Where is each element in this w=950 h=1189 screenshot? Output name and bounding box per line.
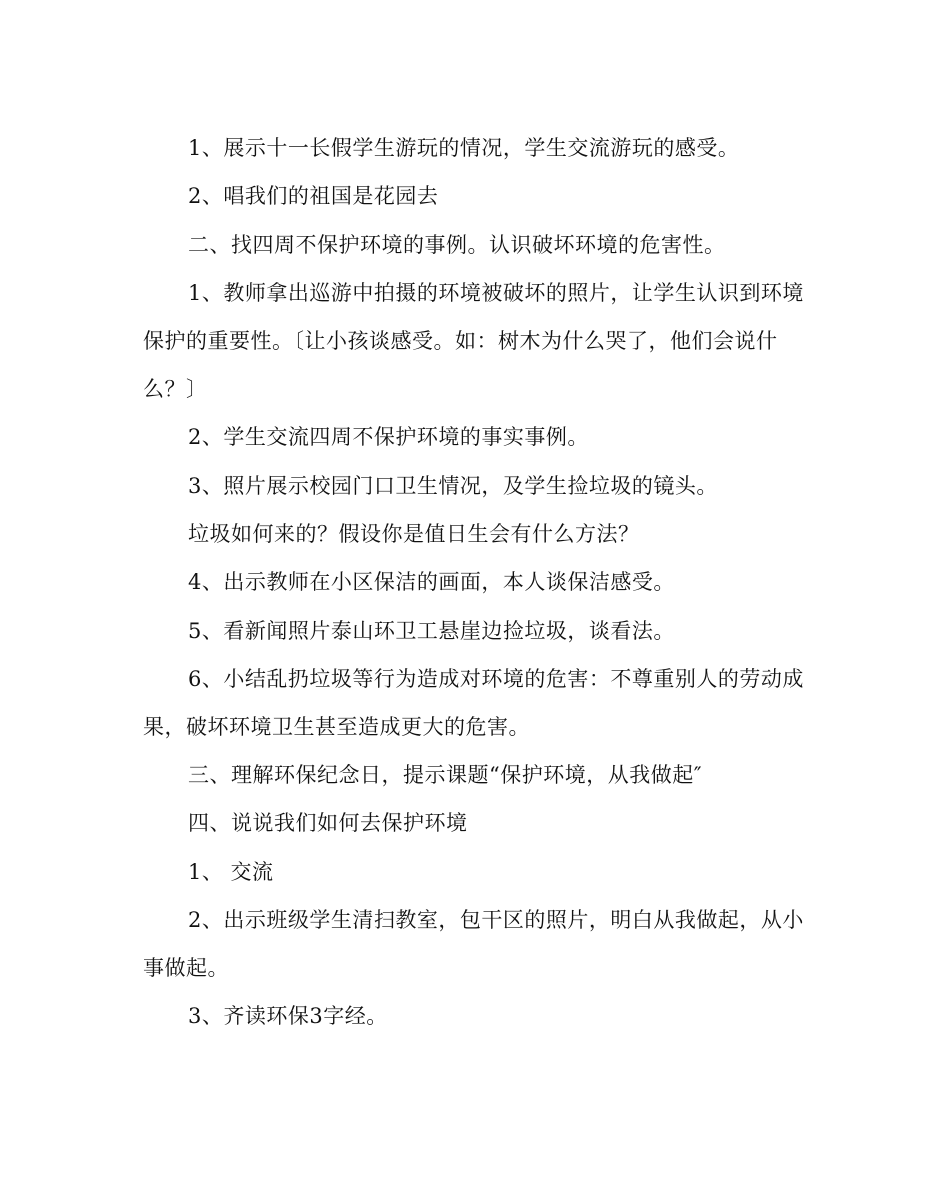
- paragraph-line: 垃圾如何来的？假设你是值日生会有什么方法？: [188, 522, 640, 546]
- section-heading: 四、说说我们如何去保护环境: [188, 811, 468, 835]
- paragraph-line: 3、齐读环保3字经。: [188, 1004, 388, 1028]
- paragraph-line: 1、教师拿出巡游中拍摄的环境被破坏的照片，让学生认识到环境: [188, 281, 804, 305]
- paragraph-line: 2、学生交流四周不保护环境的事实事例。: [188, 425, 589, 449]
- paragraph-line: 保护的重要性。〔让小孩谈感受。如：树木为什么哭了，他们会说什: [143, 329, 778, 353]
- paragraph-line: 6、小结乱扔垃圾等行为造成对环境的危害：不尊重别人的劳动成: [188, 667, 804, 691]
- paragraph-line: 果，破坏环境卫生甚至造成更大的危害。: [143, 715, 530, 739]
- paragraph-line: 2、唱我们的祖国是花园去: [188, 184, 439, 208]
- paragraph-line: 2、出示班级学生清扫教室，包干区的照片，明白从我做起，从小: [188, 908, 804, 932]
- paragraph-line: 3、照片展示校园门口卫生情况，及学生捡垃圾的镜头。: [188, 474, 718, 498]
- paragraph-line: 1、 交流: [188, 860, 274, 884]
- paragraph-line: 4、出示教师在小区保洁的画面，本人谈保洁感受。: [188, 570, 675, 594]
- section-heading: 二、找四周不保护环境的事例。认识破坏环境的危害性。: [188, 233, 726, 257]
- paragraph-line: 5、看新闻照片泰山环卫工悬崖边捡垃圾，谈看法。: [188, 619, 675, 643]
- paragraph-line: 事做起。: [143, 956, 229, 980]
- paragraph-line: 1、展示十一长假学生游玩的情况，学生交流游玩的感受。: [188, 136, 740, 160]
- paragraph-line: 么？〕: [143, 377, 208, 401]
- section-heading: 三、理解环保纪念日，提示课题“保护环境，从我做起″: [188, 763, 703, 787]
